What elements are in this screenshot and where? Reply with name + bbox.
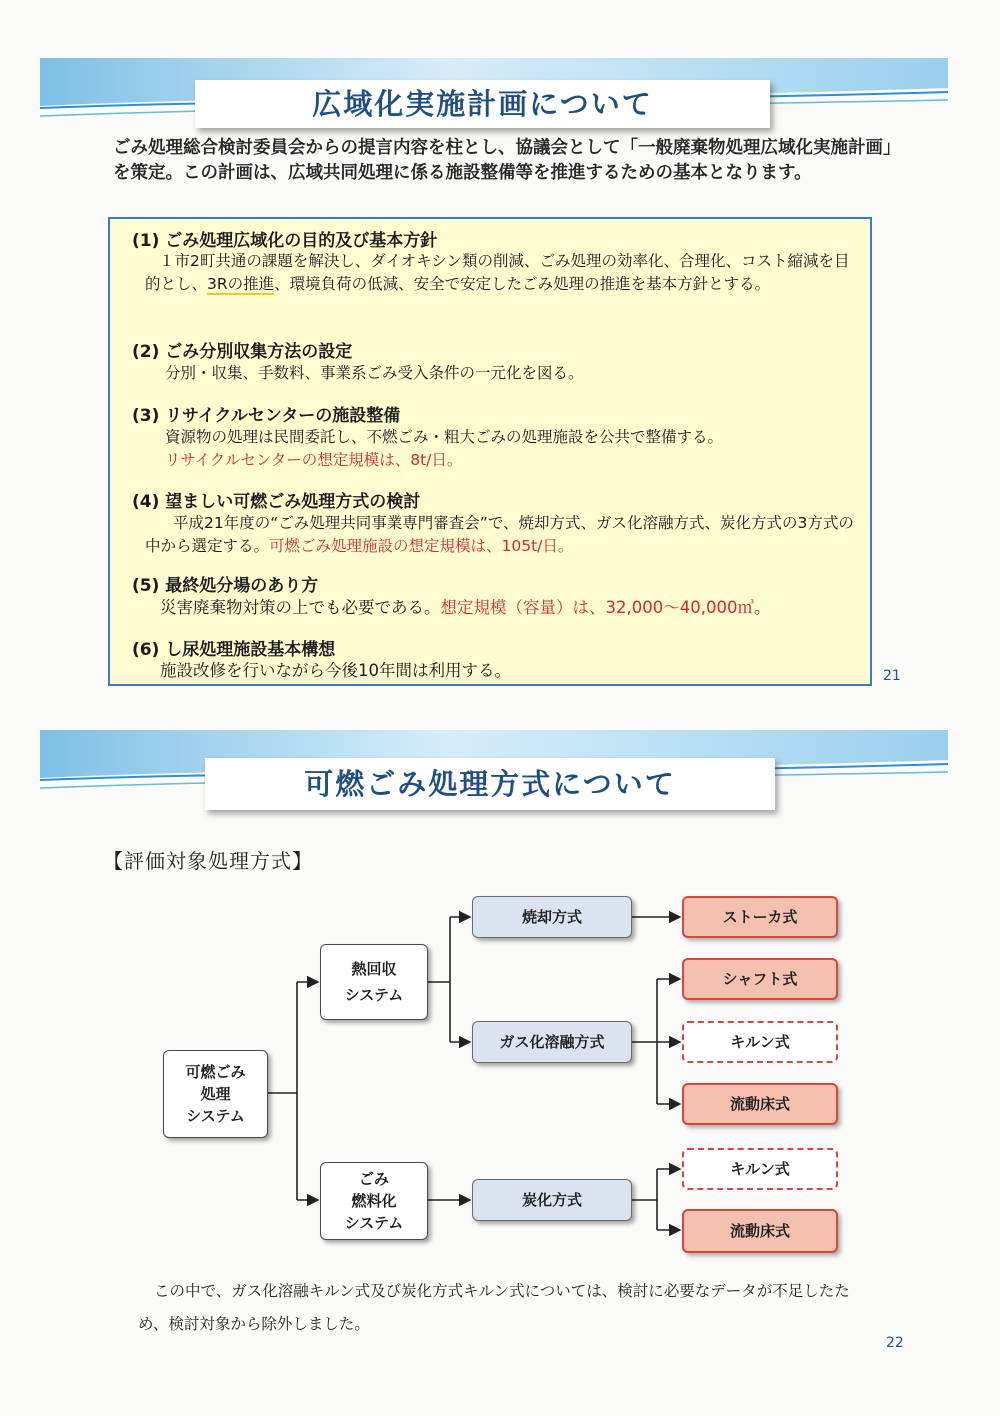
section-5-title: (5) 最終処分場のあり方	[132, 576, 319, 596]
section-6-title: (6) し尿処理施設基本構想	[132, 640, 336, 660]
section-2-title: (2) ごみ分別収集方法の設定	[132, 342, 353, 362]
page-number-21: 21	[883, 668, 901, 684]
section-4-highlight: 可燃ごみ処理施設の想定規模は、105t/日。	[269, 537, 574, 555]
exclusion-note: この中で、ガス化溶融キルン式及び炭化方式キルン式については、検討に必要なデータが不足したため、検討対象から除外しました。	[138, 1282, 850, 1333]
node-fuel-system: ごみ 燃料化 システム	[320, 1162, 428, 1240]
node-fluidized-bed-carbonization: 流動床式	[682, 1209, 838, 1253]
node-stoker: ストーカ式	[682, 896, 838, 938]
page-22-title: 可燃ごみ処理方式について	[205, 758, 775, 810]
section-3-title: (3) リサイクルセンターの施設整備	[132, 406, 401, 426]
section-1-body-underlined: 3Rの推進	[207, 275, 275, 293]
page-number-22: 22	[886, 1335, 904, 1351]
node-incineration: 焼却方式	[472, 896, 632, 938]
section-6-body: 施設改修を行いながら今後10年間は利用する。	[160, 661, 511, 680]
node-heat-recovery-system: 熱回収 システム	[320, 944, 428, 1020]
page-21-title: 広域化実施計画について	[195, 80, 770, 128]
section-5-highlight: 想定規模（容量）は、32,000～40,000㎥	[440, 598, 754, 617]
section-1-body-pre: １市2町共通の課題を解決し、ダイオキシン類の削減、ごみ処理の効率化、合理化、コスト縮減を目的とし、	[145, 252, 850, 293]
section-1-body-post: 、環境負荷の低減、安全で安定したごみ処理の推進を基本方針とする。	[274, 275, 771, 293]
node-kiln-excluded-carbonization: キルン式	[682, 1148, 838, 1190]
node-gasification-melting: ガス化溶融方式	[472, 1021, 632, 1063]
section-3-highlight: リサイクルセンターの想定規模は、8t/日。	[165, 451, 463, 469]
section-4-body-text: 平成21年度の“ごみ処理共同事業専門審査会”で、焼却方式、ガス化溶融方式、炭化方式の3方式の中から選定する。	[145, 514, 854, 555]
page-21-intro: ごみ処理総合検討委員会からの提言内容を柱とし、協議会として「一般廃棄物処理広域化実施計画」を策定。この計画は、広域共同処理に係る施設整備等を推進するための基本となります。	[113, 138, 901, 183]
evaluation-heading: 【評価対象処理方式】	[103, 849, 313, 873]
node-kiln-excluded-gasification: キルン式	[682, 1021, 838, 1063]
section-5-body-text: 災害廃棄物対策の上でも必要である。	[160, 598, 441, 617]
section-4-title: (4) 望ましい可燃ごみ処理方式の検討	[132, 492, 421, 512]
node-fluidized-bed-gasification: 流動床式	[682, 1083, 838, 1125]
section-1-title: (1) ごみ処理広域化の目的及び基本方針	[132, 231, 438, 251]
node-shaft: シャフト式	[682, 958, 838, 1000]
section-5-tail: 。	[753, 598, 771, 617]
node-combustible-waste-system: 可燃ごみ 処理 システム	[163, 1050, 268, 1138]
section-2-body: 分別・収集、手数料、事業系ごみ受入条件の一元化を図る。	[165, 364, 584, 382]
section-3-body: 資源物の処理は民間委託し、不燃ごみ・粗大ごみの処理施設を公共で整備する。	[165, 428, 724, 446]
node-carbonization: 炭化方式	[472, 1179, 632, 1221]
